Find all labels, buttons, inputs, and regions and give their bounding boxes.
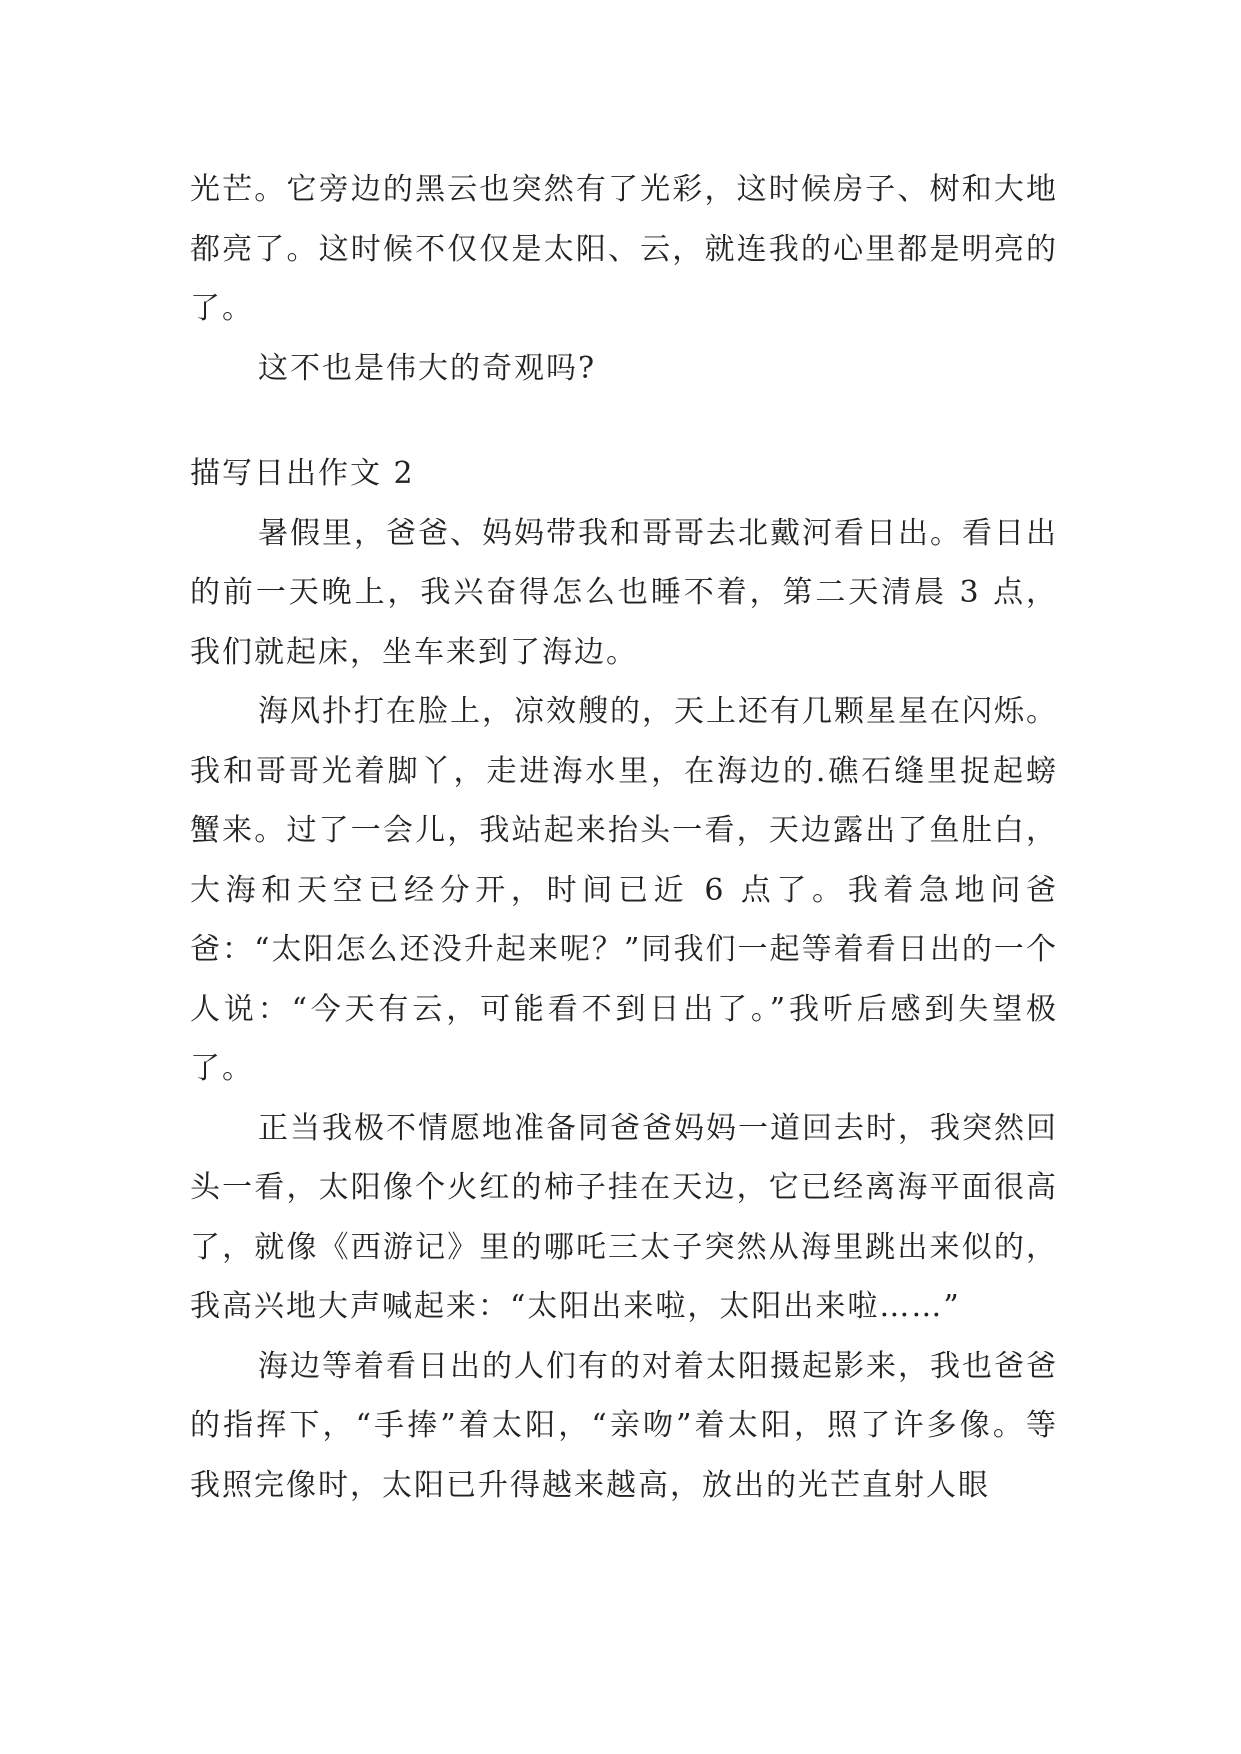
section-gap [190,398,1058,444]
paragraph-continued: 光芒。它旁边的黑云也突然有了光彩，这时候房子、树和大地都亮了。这时候不仅仅是太阳、云，就连我的心里都是明亮的了。 [190,172,1058,326]
paragraph-1: 暑假里，爸爸、妈妈带我和哥哥去北戴河看日出。看日出的前一天晚上，我兴奋得怎么也睡不着，第二天清晨 3 点，我们就起床，坐车来到了海边。 [190,515,1058,670]
document-body [190,160,1058,1515]
paragraph-rhetorical-question: 这不也是伟大的奇观吗? [258,350,597,386]
section-heading: 描写日出作文 2 [190,456,415,491]
paragraph-2: 海风扑打在脸上，凉效艘的，天上还有几颗星星在闪烁。我和哥哥光着脚丫，走进海水里，在海边的.礁石缝里捉起螃蟹来。过了一会儿，我站起来抬头一看，天边露出了鱼肚白，大海和天空已经分开，时间已近 6 点了。我着急地问爸爸：“太阳怎么还没升起来呢？”同我们一起等着看日出的一个人说：“今天有云，可能看不到日出了。”我听后感到失望极了。 [190,694,1058,1086]
paragraph-3: 正当我极不情愿地准备同爸爸妈妈一道回去时，我突然回头一看，太阳像个火红的柿子挂在天边，它已经离海平面很高了，就像《西游记》里的哪吒三太子突然从海里跳出来似的，我高兴地大声喊起来：“太阳出来啦，太阳出来啦……” [190,1110,1058,1324]
paragraph-4: 海边等着看日出的人们有的对着太阳摄起影来，我也爸爸的指挥下，“手捧”着太阳，“亲吻”着太阳，照了许多像。等我照完像时，太阳已升得越来越高，放出的光芒直射人眼 [190,1348,1058,1503]
